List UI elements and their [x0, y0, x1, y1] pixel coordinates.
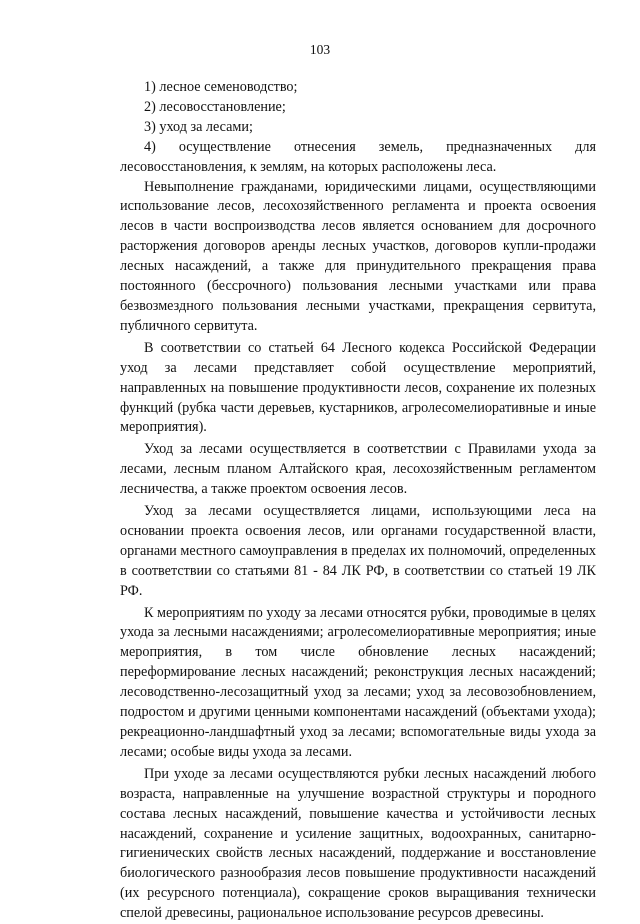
- list-item-reforestation: 2) лесовосстановление;: [144, 98, 286, 115]
- paragraph-care-executors: Уход за лесами осуществляется лицами, использующими леса на основании проекта освоения лесов, или органами государственной власти, органами местного самоуправления в пределах их полномочий, определенных в соответствии со статьями 81 - 84 ЛК РФ, в соответствии со статьей 19 ЛК РФ.: [120, 503, 596, 599]
- list-item-seed-production: 1) лесное семеноводство;: [144, 79, 298, 95]
- paragraph-thinning-cuts: При уходе за лесами осуществляются рубки лесных насаждений любого возраста, направленные на улучшение возрастной структуры и породного состава лесных насаждений, повышение качества и устойчивости лесных насаждений, сохранение и усиление защитных, водоохранных, санитарно-гигиенических свойств лесных насаждений, поддержание и восстановление биологического разнообразия лесов повышение продуктивности насаждений (их ресурсного потенциала), сокращение сроков выращивания технически спелой древесины, рациональное использование ресурсов древесины.: [120, 765, 596, 922]
- paragraph-article-64: В соответствии со статьей 64 Лесного кодекса Российской Федерации уход за лесами представляет собой осуществление мероприятий, направленных на повышение продуктивности лесов, сохранение их полезных функций (рубка части деревьев, кустарников, агролесомелиоративные и иные мероприятия).: [120, 339, 596, 436]
- list-item-land-assignment: 4) осуществление отнесения земель, предназначенных для лесовосстановления, к землям, на которых расположены леса.: [120, 138, 596, 175]
- document-body: [120, 78, 596, 924]
- page-number: 103: [309, 42, 331, 57]
- paragraph-violation-consequences: Невыполнение гражданами, юридическими лицами, осуществляющими использование лесов, лесохозяйственного регламента и проекта освоения лесов в части воспроизводства лесов является основанием для досрочного расторжения договоров аренды лесных участков, договоров купли-продажи лесных насаждений, а также для принудительного прекращения права постоянного (бессрочного) пользования лесными участками или права безвозмездного пользования лесными участками, прекращения сервитута, публичного сервитута.: [120, 178, 596, 334]
- list-item-forest-care: 3) уход за лесами;: [144, 118, 253, 135]
- paragraph-care-measures: К мероприятиям по уходу за лесами относятся рубки, проводимые в целях ухода за лесными насаждениями; агролесомелиоративные мероприятия; иные мероприятия, в том числе обновление лесных насаждений; переформирование лесных насаждений; реконструкция лесных насаждений; лесоводственно-лесозащитный уход за лесами; уход за лесовозобновлением, подростом и другими ценными компонентами насаждений (объектами ухода); рекреационно-ландшафтный уход за лесами; вспомогательные виды ухода за лесами; особые виды ухода за лесами.: [120, 604, 596, 760]
- paragraph-care-rules: Уход за лесами осуществляется в соответствии с Правилами ухода за лесами, лесным планом Алтайского края, лесохозяйственным регламентом лесничества, а также проектом освоения лесов.: [120, 441, 596, 498]
